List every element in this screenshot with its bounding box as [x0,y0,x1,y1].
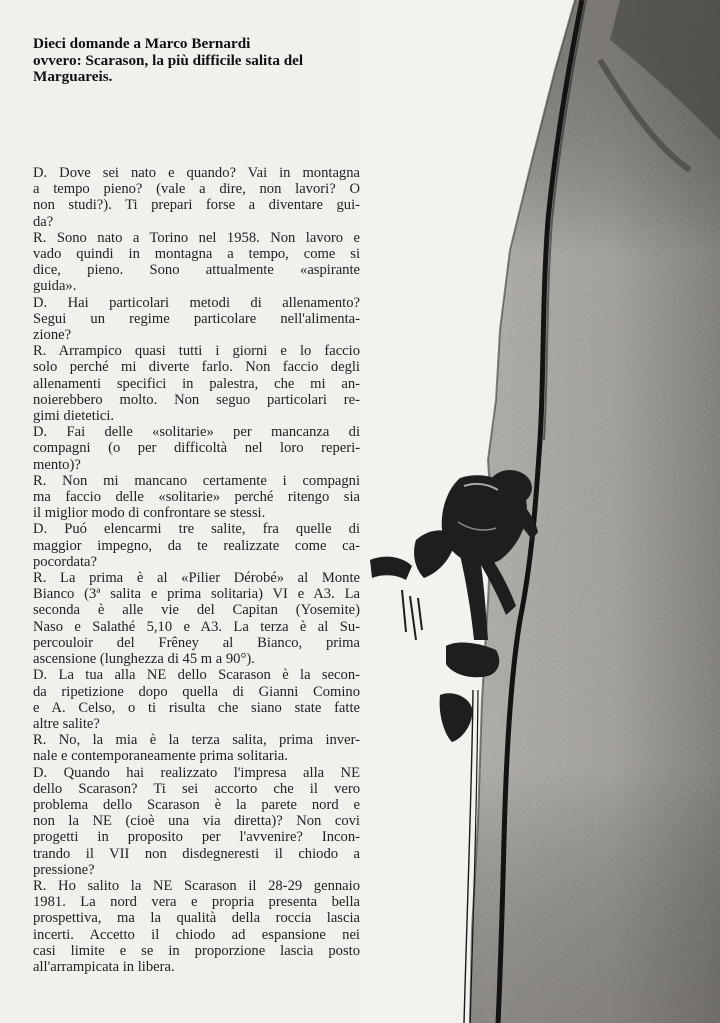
text-line: D. Puó elencarmi tre salite, fra quelle di [33,521,360,538]
text-line: il miglior modo di confrontare se stessi. [33,505,266,522]
text-line: seconda è alle vie del Capitan (Yosemite) [33,602,360,619]
text-line: D. Dove sei nato e quando? Vai in montagna [33,165,360,181]
text-line: trando il VII non disdegneresti il chiodo a [33,845,360,862]
text-line: prospettiva, ma la qualità della roccia lascia [33,910,360,927]
text-line: vado quindi in montagna a tempo, come si [33,246,360,263]
text-line: pressione? [33,861,95,878]
text-line: incerti. Accetto il chiodo ad espansione nei [33,926,360,943]
text-line: ascensione (lunghezza di 45 m a 90°). [33,651,255,668]
text-line: nale e contemporaneamente prima solitaria. [33,748,288,765]
text-line: 1981. La nord vera e propria presenta bella [33,894,360,911]
title-line: Marguareis. [33,68,113,85]
text-line: Bianco (3ª salita e prima solitaria) VI e A3. La [33,586,360,603]
text-line: pocordata? [33,553,98,570]
title-line: Dieci domande a Marco Bernardi [33,35,251,52]
text-line: percouloir del Frêney al Bianco, prima [33,634,360,651]
text-line: noierebbero molto. Non seguo particolari re- [33,391,360,408]
text-line: R. No, la mia è la terza salita, prima inver- [33,732,360,749]
text-line: R. Sono nato a Torino nel 1958. Non lavoro e [33,229,360,246]
text-line: R. Non mi mancano certamente i compagni [33,472,360,489]
text-line: ma faccio delle «solitarie» perché ritengo sia [33,489,360,506]
text-line: maggior impegno, da te realizzate come ca- [33,537,360,554]
text-line: Segui un regime particolare nell'alimenta- [33,310,360,327]
text-line: altre salite? [33,715,100,732]
text-line: dello Scarason? Ti sei accorto che il vero [33,780,360,797]
title-line: ovvero: Scarason, la più difficile salita del [33,51,304,69]
text-line: R. Arrampico quasi tutti i giorni e lo faccio [33,343,360,360]
text-line: gimi dietetici. [33,408,115,425]
text-line: mento)? [33,456,81,473]
text-line: Naso e Salathé 5,10 e A3. La terza è al Su- [33,618,360,635]
text-line: dice, pieno. Sono attualmente «aspirante [33,262,360,279]
text-line: D. La tua alla NE dello Scarason è la secon- [33,667,360,684]
text-line: casi limite e se in proporzione lascia posto [33,942,360,959]
text-line: compagni (o per difficoltà nel loro reperi- [33,440,360,457]
rock-face-image [360,0,720,1023]
text-line: guida». [33,278,77,295]
text-line: problema dello Scarason è la parete nord e [33,796,360,813]
text-line: allenamenti specifici in palestra, che mi an- [33,375,360,392]
text-line: da ripetizione dopo quella di Gianni Comino [33,683,360,700]
text-line: solo perché mi diverte farlo. Non faccio degli [33,359,360,376]
climber-photo [360,0,720,1023]
text-line: e A. Celso, o ti risulta che siano state fatte [33,699,360,716]
text-line: all'arrampicata in libera. [33,958,175,975]
text-line: da? [33,213,54,230]
text-line: D. Fai delle «solitarie» per mancanza di [33,424,360,441]
text-line: non la NE (cioè una via diretta)? Non covi [33,813,360,830]
text-line: D. Hai particolari metodi di allenamento? [33,294,360,311]
article-title [33,36,363,86]
text-line: zione? [33,327,72,344]
text-line: non studi?). Ti prepari forse a diventare gui- [33,197,360,214]
text-line: a tempo pieno? (vale a dire, non lavori? O [33,181,360,198]
interview-text [33,165,360,975]
text-line: D. Quando hai realizzato l'impresa alla NE [33,764,360,781]
text-line: progetti in proposito per l'avvenire? Incon- [33,829,360,846]
text-line: R. Ho salito la NE Scarason il 28-29 gennaio [33,877,360,894]
text-line: R. La prima è al «Pilier Dérobé» al Monte [33,570,360,587]
